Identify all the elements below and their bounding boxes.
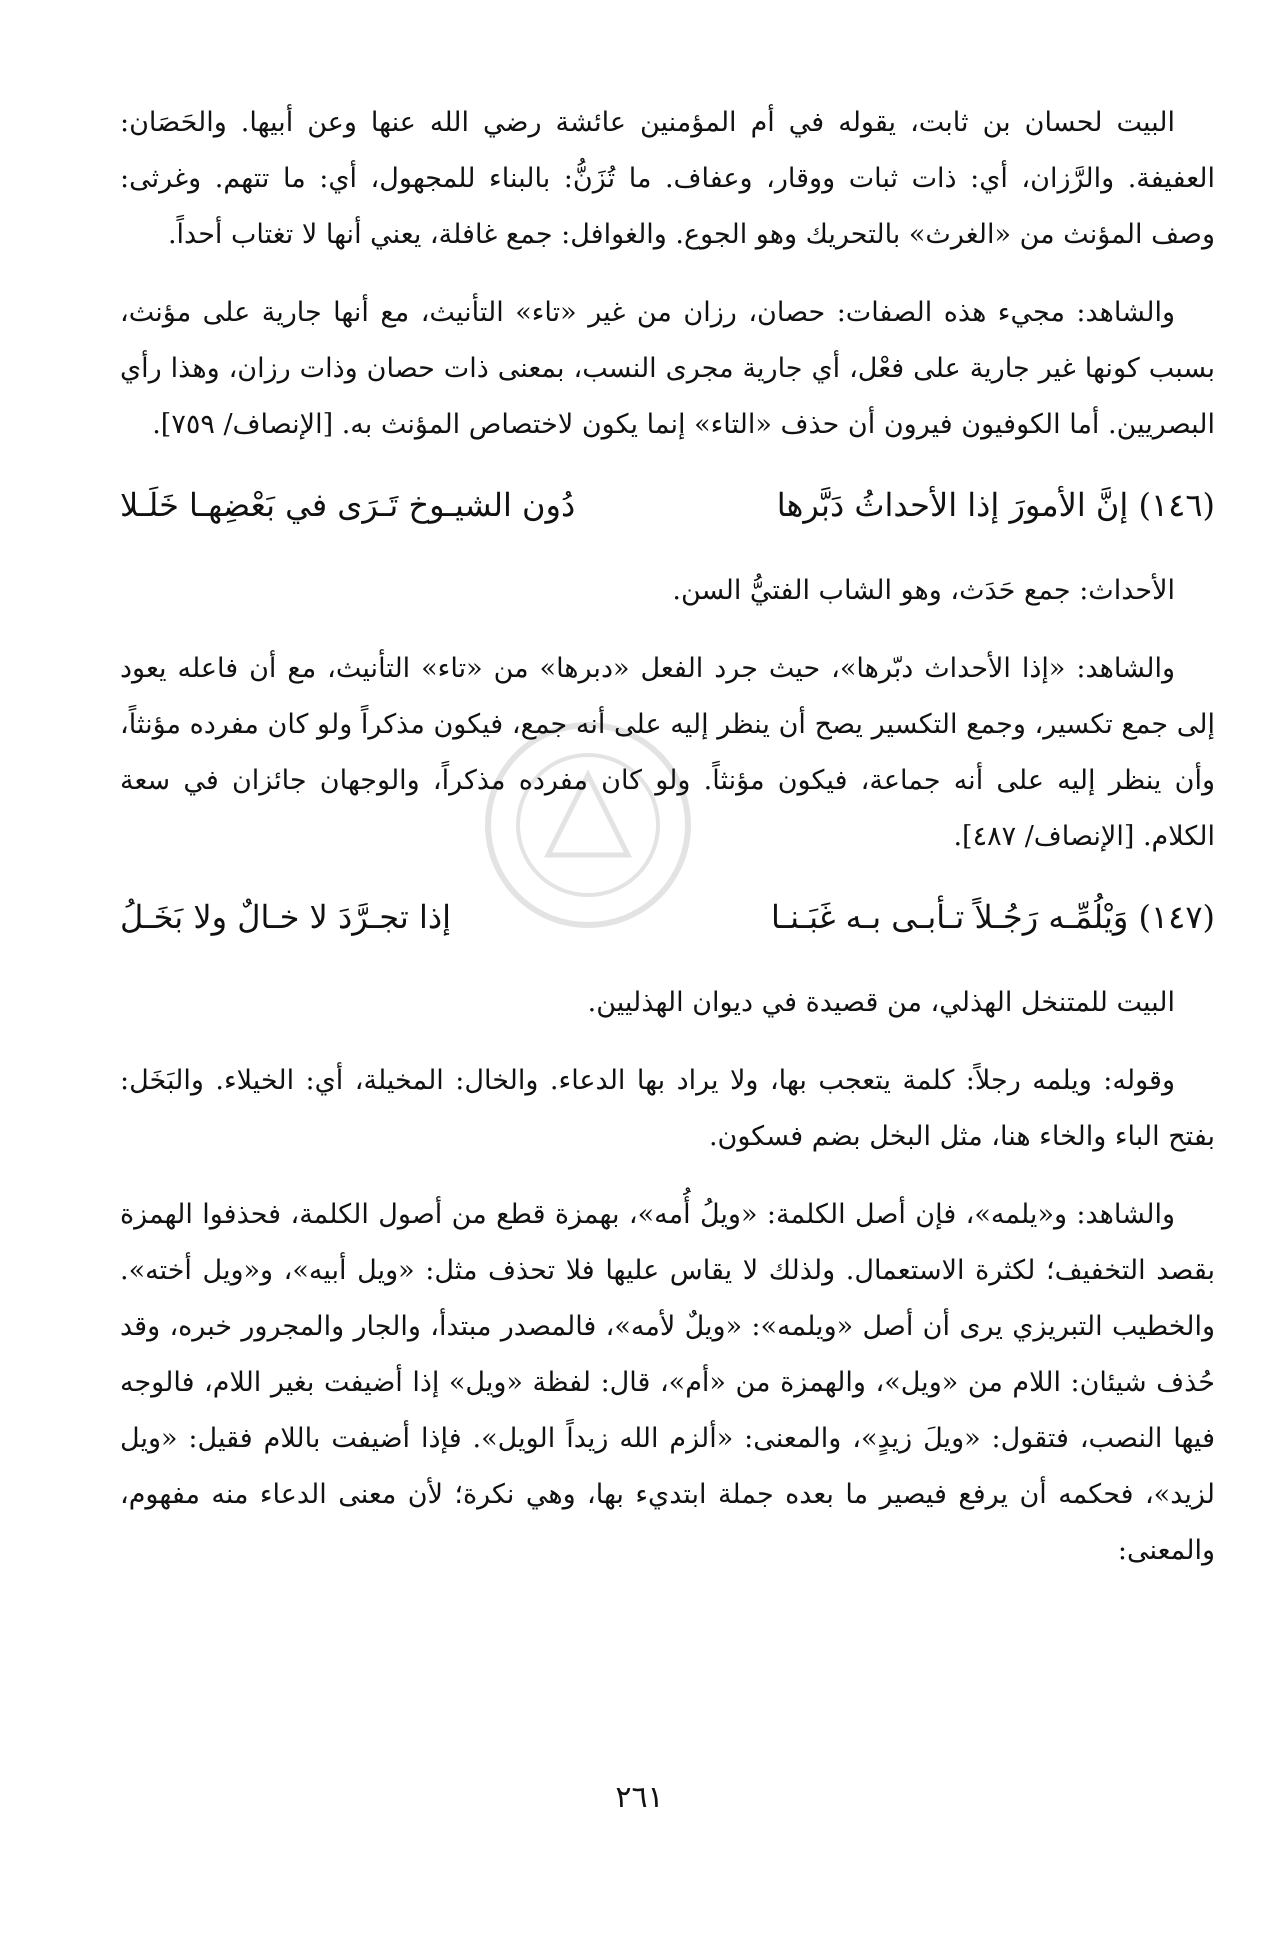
verse-147: [120, 887, 1215, 947]
page-body: [120, 95, 1215, 1601]
paragraph-poet-note: البيت لحسان بن ثابت، يقوله في أم المؤمنين عائشة رضي الله عنها وعن أبيها. والحَصَان: العفيفة. والرَّزان، أي: ذات ثبات ووقار، وعفاف. ما تُزَنُّ: بالبناء للمجهول، أي: ما تتهم. وغرثى: وصف المؤنث من «الغرث» بالتحريك وهو الجوع. والغوافل: جمع غافلة، يعني أنها لا تغتاب أحداً.: [120, 107, 1215, 250]
verse-146: [120, 475, 1215, 535]
verse-147-hemistich-2: إذا تجـرَّدَ لا خـالٌ ولا بَخَـلُ: [120, 898, 452, 936]
verse-146-hemistich-1: (١٤٦) إنَّ الأمورَ إذا الأحداثُ دَبَّرها: [776, 486, 1215, 524]
page-number: ٢٦١: [615, 1780, 664, 1815]
paragraph-evidence-2: والشاهد: «إذا الأحداث دبّرها»، حيث جرد الفعل «دبرها» من «تاء» التأنيث، مع أن فاعله يعود إلى جمع تكسير، وجمع التكسير يصح أن ينظر إليه على أنه جمع، فيكون مذكراً ولو كان مفرده مؤنثاً، وأن ينظر إليه على أنه جماعة، فيكون مؤنثاً. ولو كان مفرده مذكراً، والوجهان جائزان في سعة الكلام. [الإنصاف/ ٤٨٧].: [120, 653, 1215, 852]
paragraph-poet-attribution: البيت للمتنخل الهذلي، من قصيدة في ديوان الهذليين.: [587, 987, 1175, 1018]
paragraph-evidence-1: والشاهد: مجيء هذه الصفات: حصان، رزان من غير «تاء» التأنيث، مع أنها جارية على مؤنث، بسبب كونها غير جارية على فعْل، أي جارية مجرى النسب، بمعنى ذات حصان وذات رزان، وهذا رأي البصريين. أما الكوفيون فيرون أن حذف «التاء» إنما يكون لاختصاص المؤنث به. [الإنصاف/ ٧٥٩].: [120, 297, 1215, 440]
paragraph-word-glosses: وقوله: ويلمه رجلاً: كلمة يتعجب بها، ولا يراد بها الدعاء. والخال: المخيلة، أي: الخيلاء. والبَخَل: بفتح الباء والخاء هنا، مثل البخل بضم فسكون.: [120, 1065, 1215, 1152]
paragraph-ahdath-definition: الأحداث: جمع حَدَث، وهو الشاب الفتيُّ السن.: [672, 575, 1175, 606]
verse-147-hemistich-1: (١٤٧) وَيْلُمِّـه رَجُـلاً تـأبـى بـه غَبَـنـا: [770, 898, 1215, 936]
paragraph-evidence-3: والشاهد: و«يلمه»، فإن أصل الكلمة: «ويلُ أُمه»، بهمزة قطع من أصول الكلمة، فحذفوا الهمزة بقصد التخفيف؛ لكثرة الاستعمال. ولذلك لا يقاس عليها فلا تحذف مثل: «ويل أبيه»، و«ويل أخته». والخطيب التبريزي يرى أن أصل «ويلمه»: «ويلٌ لأمه»، فالمصدر مبتدأ، والجار والمجرور خبره، وقد حُذف شيئان: اللام من «ويل»، والهمزة من «أم»، قال: لفظة «ويل» إذا أضيفت بغير اللام، فالوجه فيها النصب، فتقول: «ويلَ زيدٍ»، والمعنى: «ألزم الله زيداً الويل». فإذا أضيفت باللام فقيل: «ويل لزيد»، فحكمه أن يرفع فيصير ما بعده جملة ابتديء بها، وهي نكرة؛ لأن معنى الدعاء منه مفهوم، والمعنى:: [120, 1199, 1215, 1566]
verse-146-hemistich-2: دُون الشيـوخ تَـرَى في بَعْضِهـا خَلَـلا: [120, 486, 576, 524]
